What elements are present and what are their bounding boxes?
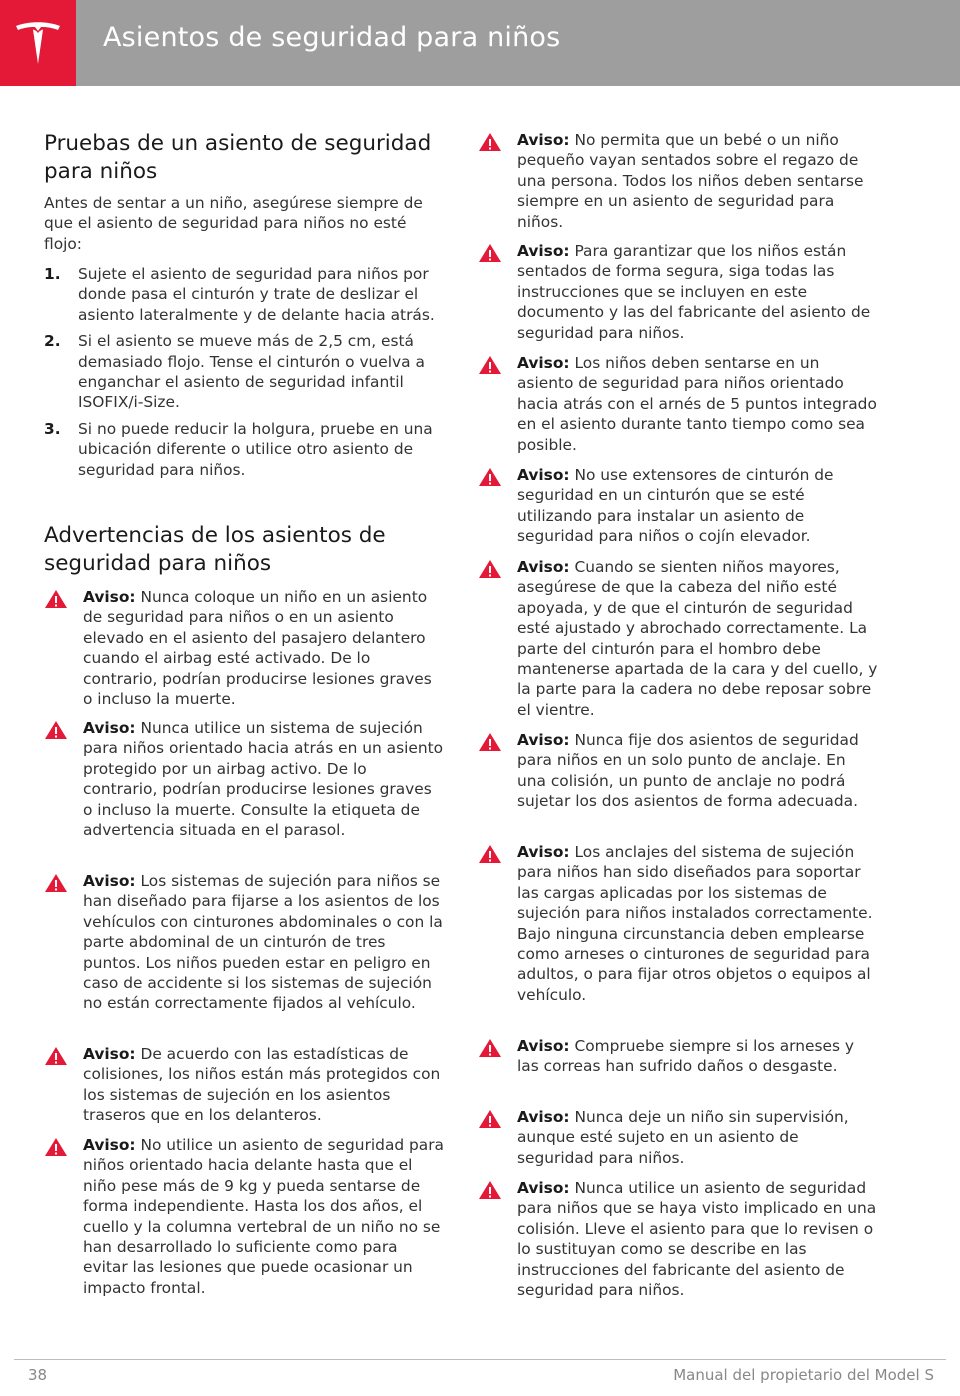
warning-triangle-icon xyxy=(478,355,502,375)
warning-text: Nunca deje un niño sin supervisión, aunque esté sujeto en un asiento de seguridad para niños. xyxy=(517,1108,849,1167)
warning-text: Nunca utilice un asiento de seguridad para niños que se haya visto implicado en una colisión. Lleve el asiento para que lo revisen o lo sustituyan como se describe en las instrucciones del fabricante del asiento de seguridad para niños. xyxy=(517,1179,877,1300)
warning-label: Aviso: xyxy=(517,1179,570,1197)
step-number: 3. xyxy=(44,419,61,438)
warning-text: Nunca coloque un niño en un asiento de seguridad para niños o en un asiento elevado en el asiento del pasajero delantero cuando el airbag esté activado. De lo contrario, podrían producirse lesiones graves o incluso la muerte. xyxy=(83,588,432,709)
warning-text: Nunca fije dos asientos de seguridad para niños en un solo punto de anclaje. En una colisión, un punto de anclaje no podrá sujetar los dos asientos de forma adecuada. xyxy=(517,731,859,811)
step-number: 2. xyxy=(44,332,61,351)
list-item xyxy=(44,419,444,480)
warning-label: Aviso: xyxy=(517,131,570,149)
intro-paragraph: Antes de sentar a un niño, asegúrese siempre de que el asiento de seguridad para niños no esté flojo: xyxy=(44,194,423,253)
warning-text: De acuerdo con las estadísticas de colisiones, los niños están más protegidos con los sistemas de sujeción en los asientos traseros que en los delanteros. xyxy=(83,1045,441,1125)
warning-triangle-icon xyxy=(478,132,502,152)
warning-triangle-icon xyxy=(44,873,68,893)
step-text: Si el asiento se mueve más de 2,5 cm, está demasiado flojo. Tense el cinturón o vuelva a enganchar el asiento de seguridad infantil ISOFIX/i-Size. xyxy=(78,332,425,412)
warning-label: Aviso: xyxy=(517,466,570,484)
warning-text: No utilice un asiento de seguridad para niños orientado hacia delante hasta que el niño pese más de 9 kg y pueda sentarse de forma independiente. Hasta los dos años, el cuello y la columna vertebral de un niño no se han desarrollado lo suficiente como para evitar las lesiones que puede ocasionar un impacto frontal. xyxy=(83,1136,444,1297)
warning-triangle-icon xyxy=(44,589,68,609)
step-text: Si no puede reducir la holgura, pruebe en una ubicación diferente o utilice otro asiento de seguridad para niños. xyxy=(78,419,433,479)
step-number: 1. xyxy=(44,265,61,283)
warning-triangle-icon xyxy=(44,720,68,740)
warning-text: No permita que un bebé o un niño pequeño vayan sentados sobre el regazo de una persona. Todos los niños deben sentarse siempre en un asiento de seguridad para niños. xyxy=(517,131,864,231)
warning-triangle-icon xyxy=(478,732,502,752)
warning-text: Cuando se sienten niños mayores, asegúrese de que la cabeza del niño esté apoyada, y de que el cinturón de seguridad esté ajustado y abrochado correctamente. La parte del cinturón para el hombro debe mantenerse apartada de la cara y del cuello, y la parte para la cadera no debe reposar sobre el vientre. xyxy=(517,558,878,719)
page-title: Asientos de seguridad para niños xyxy=(103,22,561,53)
warning-text: Los sistemas de sujeción para niños se han diseñado para fijarse a los asientos de los vehículos con cinturones abdominales o con la parte abdominal de un cinturón de tres puntos. Los niños pueden estar en peligro en caso de accidente si los sistemas de sujeción no están correctamente fijados al vehículo. xyxy=(83,872,443,1013)
warning-triangle-icon xyxy=(44,1137,68,1157)
warning-triangle-icon xyxy=(478,1109,502,1129)
warning-text: Para garantizar que los niños están sentados de forma segura, siga todas las instrucciones que se incluyen en este documento y las del fabricante del asiento de seguridad para niños. xyxy=(517,242,871,342)
warning-label: Aviso: xyxy=(517,242,570,260)
section-title-warnings: Advertencias de los asientos de seguridad para niños xyxy=(44,523,386,576)
warning-triangle-icon xyxy=(478,844,502,864)
warning-text: Los anclajes del sistema de sujeción para niños han sido diseñados para soportar las cargas aplicadas por los sistemas de sujeción para niños instalados correctamente. Bajo ninguna circunstancia deben emplearse como arneses o cinturones de seguridad para adultos, o para fijar otros objetos o equipos al vehículo. xyxy=(517,843,873,1004)
warning-label: Aviso: xyxy=(517,843,570,861)
warning-label: Aviso: xyxy=(83,588,136,606)
warning-label: Aviso: xyxy=(83,1045,136,1063)
warning-label: Aviso: xyxy=(83,872,136,890)
warning-label: Aviso: xyxy=(517,731,570,749)
warning-triangle-icon xyxy=(478,243,502,263)
manual-title: Manual del propietario del Model S xyxy=(673,1366,934,1384)
warning-triangle-icon xyxy=(478,467,502,487)
warning-triangle-icon xyxy=(478,1180,502,1200)
tesla-logo-icon xyxy=(14,20,62,68)
list-item xyxy=(44,331,444,413)
steps-list xyxy=(44,264,444,486)
warning-text: Nunca utilice un sistema de sujeción para niños orientado hacia atrás en un asiento protegido por un airbag activo. De lo contrario, podrían producirse lesiones graves o incluso la muerte. Consulte la etiqueta de advertencia situada en el parasol. xyxy=(83,719,444,840)
warning-label: Aviso: xyxy=(517,558,570,576)
footer-divider xyxy=(14,1359,946,1360)
step-text: Sujete el asiento de seguridad para niños por donde pasa el cinturón y trate de deslizar el asiento lateralmente y de delante hacia atrás. xyxy=(78,265,435,324)
warning-text: Compruebe siempre si los arneses y las correas han sufrido daños o desgaste. xyxy=(517,1037,854,1076)
warning-text: No use extensores de cinturón de seguridad en un cinturón que se esté utilizando para instalar un asiento de seguridad para niños o cojín elevador. xyxy=(517,466,834,546)
page-header xyxy=(0,0,960,86)
warning-label: Aviso: xyxy=(517,354,570,372)
warning-label: Aviso: xyxy=(83,719,136,737)
warning-triangle-icon xyxy=(478,1038,502,1058)
page-number: 38 xyxy=(28,1366,48,1384)
section-title-testing: Pruebas de un asiento de seguridad para niños xyxy=(44,131,432,184)
warning-label: Aviso: xyxy=(517,1108,570,1126)
warning-label: Aviso: xyxy=(517,1037,570,1055)
list-item xyxy=(44,264,444,325)
warning-label: Aviso: xyxy=(83,1136,136,1154)
warning-triangle-icon xyxy=(44,1046,68,1066)
warning-text: Los niños deben sentarse en un asiento de seguridad para niños orientado hacia atrás con el arnés de 5 puntos integrado en el asiento durante tanto tiempo como sea posible. xyxy=(517,354,877,454)
brand-logo-box xyxy=(0,0,76,86)
warning-triangle-icon xyxy=(478,559,502,579)
